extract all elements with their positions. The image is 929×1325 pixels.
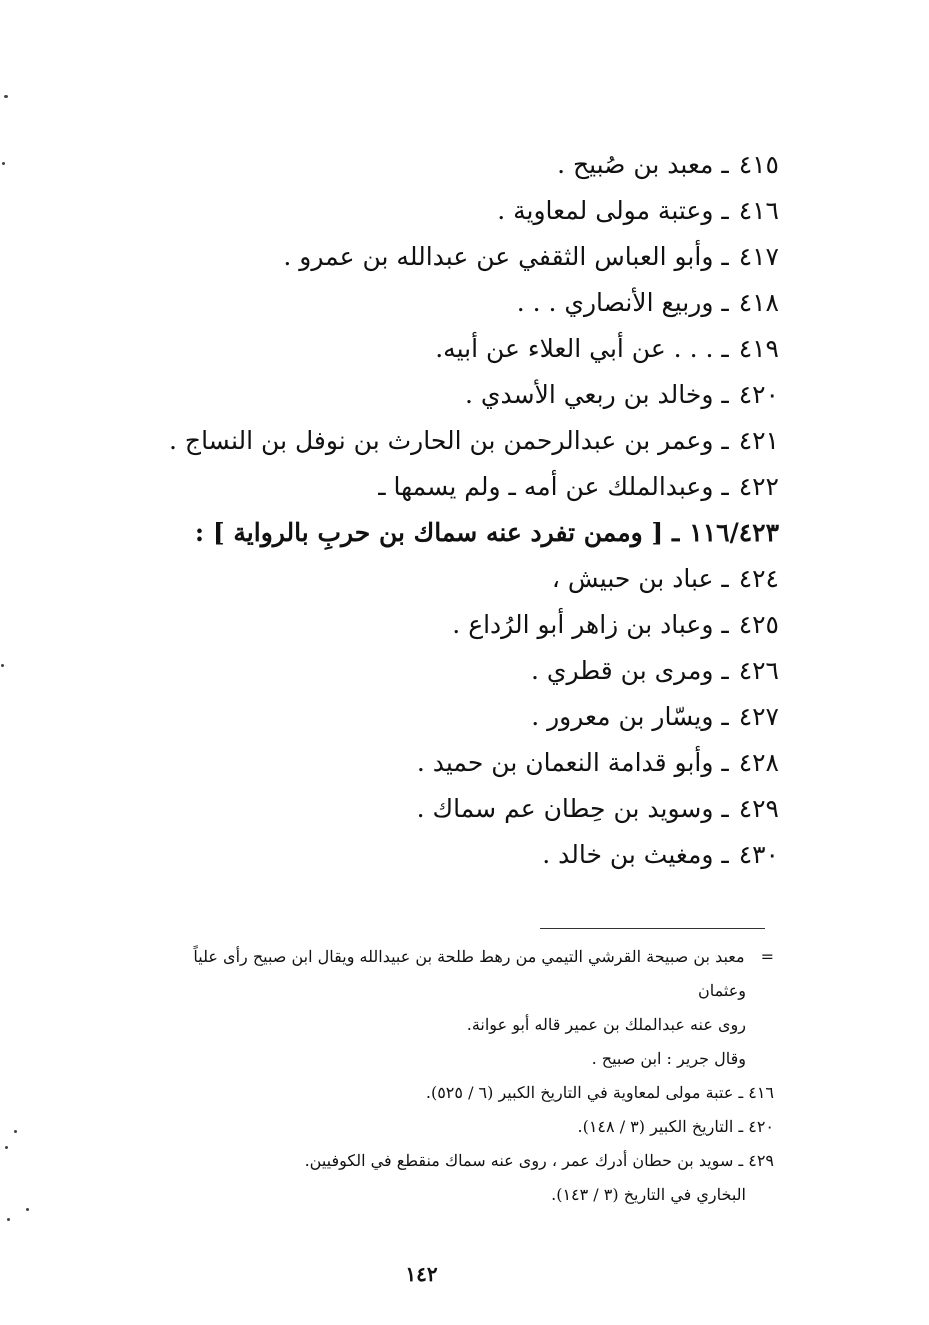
entry-dash: ـ <box>721 380 729 409</box>
scan-speck <box>4 95 8 98</box>
footnote-line <box>84 1076 774 1110</box>
entry-420 <box>139 372 779 418</box>
footnote-text: البخاري في التاريخ (٣ / ١٤٣). <box>551 1185 746 1204</box>
section-heading-entry-423 <box>139 510 779 556</box>
footnote-line <box>84 1178 774 1212</box>
entry-dash: ـ <box>721 242 729 271</box>
entry-dash: ـ <box>721 610 729 639</box>
entry-417 <box>139 234 779 280</box>
page-number: ١٤٢ <box>405 1262 438 1286</box>
entry-number: ٤٣٠ <box>738 840 779 869</box>
scan-speck <box>26 1208 29 1211</box>
entry-number: ٤٢٢ <box>738 472 779 501</box>
entry-text: ويسّار بن معرور . <box>531 702 714 731</box>
entry-dash: ـ <box>671 518 680 547</box>
entry-number: ٤٢٦ <box>738 656 779 685</box>
entry-number: ٤٢١ <box>738 426 779 455</box>
entry-text: وربيع الأنصاري . . . <box>516 288 714 317</box>
entry-number: ٤٢٩ <box>738 794 779 823</box>
entry-419 <box>139 326 779 372</box>
entry-number: ٤١٧ <box>738 242 779 271</box>
entry-418 <box>139 280 779 326</box>
entry-text: وعباد بن زاهر أبو الرُداع . <box>452 610 714 639</box>
entry-dash: ـ <box>721 426 729 455</box>
footnotes <box>84 940 774 1212</box>
footnote-line <box>84 1008 774 1042</box>
entry-dash: ـ <box>721 702 729 731</box>
footnote-line <box>84 1144 774 1178</box>
entry-dash: ـ <box>721 334 729 363</box>
footnote-text: ٤١٦ ـ عتبة مولى لمعاوية في التاريخ الكبير (٦ / ٥٢٥). <box>425 1083 774 1102</box>
entry-text: وعتبة مولى لمعاوية . <box>497 196 714 225</box>
entry-421 <box>139 418 779 464</box>
entry-text: معبد بن صُبيح . <box>557 150 714 179</box>
entry-text: . . . عن أبي العلاء عن أبيه. <box>435 334 714 363</box>
entry-426 <box>139 648 779 694</box>
entry-416 <box>139 188 779 234</box>
entry-425 <box>139 602 779 648</box>
entry-dash: ـ <box>721 840 729 869</box>
entry-text: وخالد بن ربعي الأسدي . <box>465 380 714 409</box>
entry-number: ٤٢٥ <box>738 610 779 639</box>
entry-dash: ـ <box>721 748 729 777</box>
scan-speck <box>14 1130 17 1133</box>
entry-number: ٤٢٨ <box>738 748 779 777</box>
footnote-line <box>84 940 774 974</box>
entry-dash: ـ <box>721 288 729 317</box>
entry-number: ١١٦/٤٢٣ <box>689 518 779 547</box>
entry-list <box>139 142 779 878</box>
entry-415 <box>139 142 779 188</box>
entry-number: ٤١٦ <box>738 196 779 225</box>
footnote-text: روى عنه عبدالملك بن عمير قاله أبو عوانة. <box>466 1015 746 1034</box>
entry-number: ٤٢٧ <box>738 702 779 731</box>
entry-number: ٤١٥ <box>738 150 779 179</box>
entry-text: وعمر بن عبدالرحمن بن الحارث بن نوفل بن النساج . <box>169 426 714 455</box>
entry-429 <box>139 786 779 832</box>
entry-428 <box>139 740 779 786</box>
footnote-divider <box>540 928 765 929</box>
footnote-text: معبد بن صبيحة القرشي التيمي من رهط طلحة بن عبيدالله ويقال ابن صبيح رأى علياً <box>193 947 745 966</box>
entry-dash: ـ <box>721 150 729 179</box>
entry-number: ٤٢٤ <box>738 564 779 593</box>
entry-number: ٤٢٠ <box>738 380 779 409</box>
entry-427 <box>139 694 779 740</box>
footnote-text: وعثمان <box>698 981 746 1000</box>
entry-dash: ـ <box>721 196 729 225</box>
entry-422 <box>139 464 779 510</box>
footnote-text: ٤٢٠ ـ التاريخ الكبير (٣ / ١٤٨). <box>577 1117 774 1136</box>
entry-text: ومرى بن قطري . <box>531 656 714 685</box>
entry-dash: ـ <box>721 564 729 593</box>
entry-430 <box>139 832 779 878</box>
entry-text: وأبو العباس الثقفي عن عبدالله بن عمرو . <box>283 242 714 271</box>
footnote-line <box>84 974 774 1008</box>
scan-speck <box>7 1218 10 1221</box>
scan-speck <box>2 162 5 165</box>
scan-speck <box>1 664 4 667</box>
entry-text: وعبدالملك عن أمه ـ ولم يسمها ـ <box>378 472 714 501</box>
footnote-line <box>84 1042 774 1076</box>
entry-text: وأبو قدامة النعمان بن حميد . <box>416 748 714 777</box>
entry-424 <box>139 556 779 602</box>
entry-dash: ـ <box>721 656 729 685</box>
footnote-line <box>84 1110 774 1144</box>
continuation-mark: = <box>760 947 774 966</box>
entry-text: وسويد بن حِطان عم سماك . <box>416 794 714 823</box>
entry-dash: ـ <box>721 472 729 501</box>
entry-dash: ـ <box>721 794 729 823</box>
footnote-text: وقال جرير : ابن صبيح . <box>591 1049 746 1068</box>
scan-speck <box>5 1146 8 1149</box>
footnote-text: ٤٢٩ ـ سويد بن حطان أدرك عمر ، روى عنه سماك منقطع في الكوفيين. <box>304 1151 774 1170</box>
entry-text: [ وممن تفرد عنه سماك بن حربِ بالرواية ] : <box>194 518 664 547</box>
entry-text: ومغيث بن خالد . <box>542 840 714 869</box>
entry-text: عباد بن حبيش ، <box>551 564 714 593</box>
entry-number: ٤١٩ <box>738 334 779 363</box>
entry-number: ٤١٨ <box>738 288 779 317</box>
